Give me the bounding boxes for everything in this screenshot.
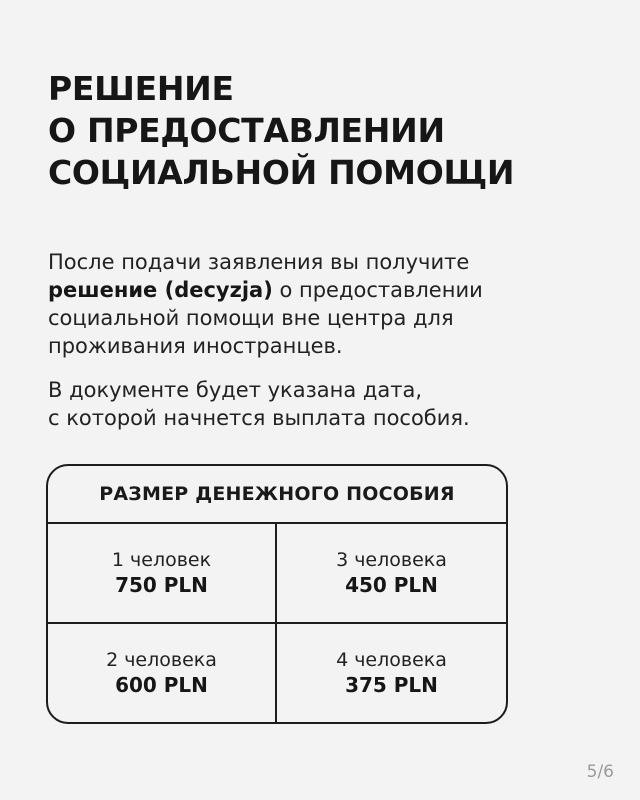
benefit-amount: 600 PLN <box>115 673 208 697</box>
table-grid <box>48 524 506 722</box>
date-note-line-1: В документе будет указана дата, <box>48 378 423 402</box>
title-line-1: РЕШЕНИЕ <box>48 69 234 108</box>
intro-paragraph <box>48 248 608 360</box>
intro-line-4: проживания иностранцев. <box>48 334 343 358</box>
intro-line-3: социальной помощи вне центра для <box>48 306 454 330</box>
title-line-2: О ПРЕДОСТАВЛЕНИИ <box>48 111 445 150</box>
table-cell-3-persons <box>277 524 506 624</box>
table-cell-2-persons <box>48 624 277 722</box>
benefit-amount: 375 PLN <box>345 673 438 697</box>
title-line-3: СОЦИАЛЬНОЙ ПОМОЩИ <box>48 153 515 192</box>
household-size: 4 человека <box>336 649 447 671</box>
intro-line-1: После подачи заявления вы получите <box>48 250 470 274</box>
benefit-amount-table <box>46 464 508 724</box>
benefit-amount: 750 PLN <box>115 573 208 597</box>
page-title <box>48 68 514 194</box>
page-indicator: 5/6 <box>586 762 614 782</box>
table-header: РАЗМЕР ДЕНЕЖНОГО ПОСОБИЯ <box>48 466 506 524</box>
household-size: 2 человека <box>106 649 217 671</box>
date-note-line-2: с которой начнется выплата пособия. <box>48 406 470 430</box>
household-size: 3 человека <box>336 549 447 571</box>
benefit-amount: 450 PLN <box>345 573 438 597</box>
intro-line-2 <box>48 276 608 304</box>
decision-term: решение (decyzja) <box>48 278 273 302</box>
intro-line-2-rest: о предоставлении <box>272 278 483 302</box>
household-size: 1 человек <box>111 549 212 571</box>
date-note-paragraph <box>48 376 608 432</box>
table-cell-1-person <box>48 524 277 624</box>
table-cell-4-persons <box>277 624 506 722</box>
